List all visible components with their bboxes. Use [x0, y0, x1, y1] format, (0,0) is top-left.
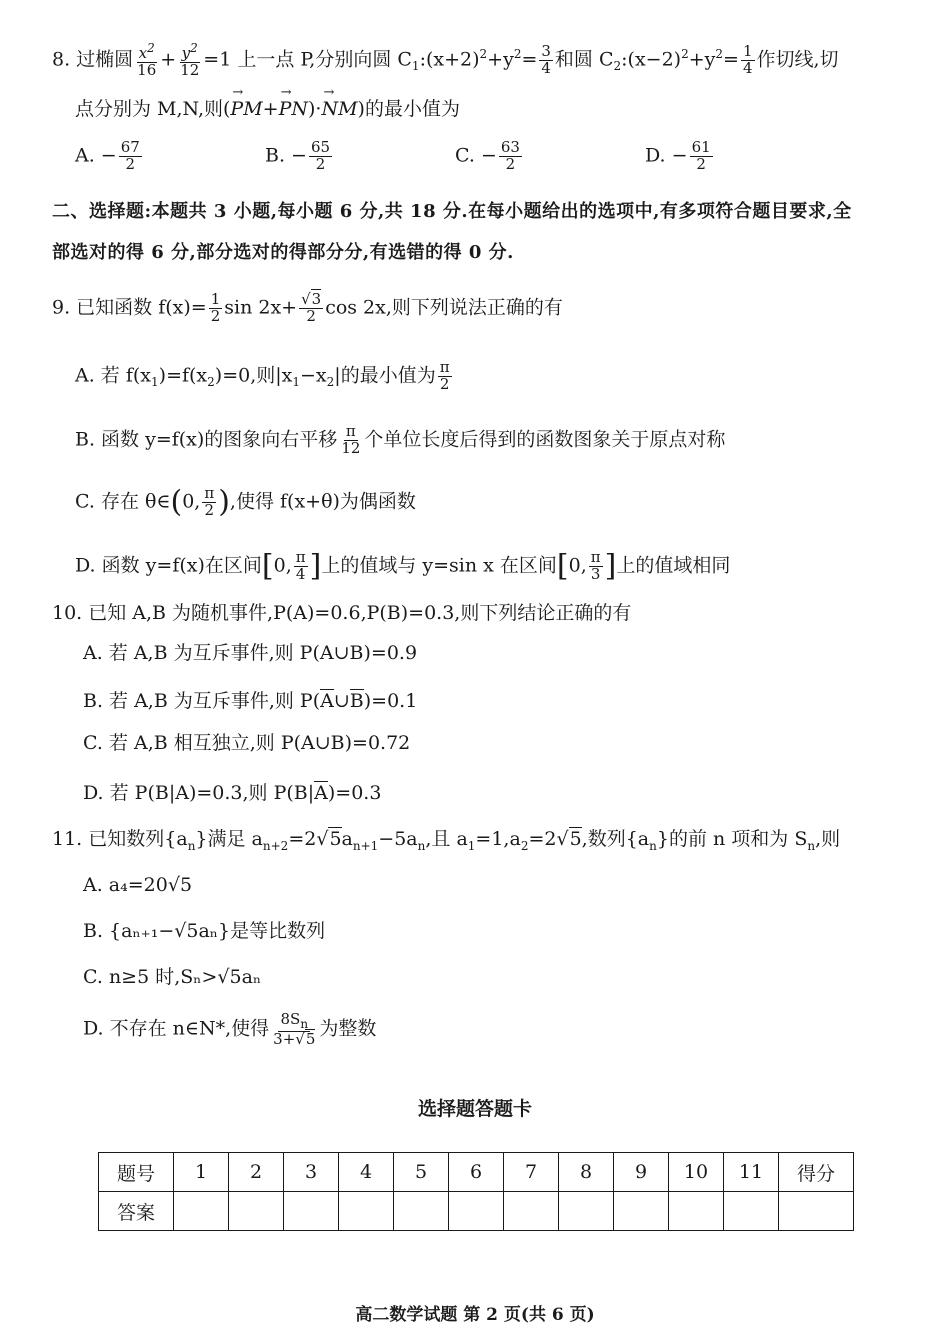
- answer-cell[interactable]: [284, 1192, 339, 1231]
- question-number: 3: [284, 1153, 339, 1192]
- answer-cell[interactable]: [229, 1192, 284, 1231]
- fraction: $\frac{1}{4}$: [742, 42, 753, 77]
- q8-option-a[interactable]: A. − $\frac{67}{2}$: [75, 138, 140, 173]
- q8-text: 点分别为 M,N,则(: [75, 98, 231, 120]
- q8-text: 和圆 C: [554, 48, 614, 71]
- score-label: 得分: [779, 1153, 854, 1192]
- q10-option-d[interactable]: D. 若 P(B|A)=0.3,则 P(B|A)=0.3: [83, 782, 382, 804]
- answer-cell[interactable]: [559, 1192, 614, 1231]
- question-8-options: [75, 140, 835, 173]
- answer-card-answer-row: [99, 1192, 854, 1231]
- q10-option-c[interactable]: C. 若 A,B 相互独立,则 P(A∪B)=0.72: [83, 732, 411, 754]
- fraction: $\frac{x^2}{16}$: [137, 41, 157, 79]
- q9-option-d[interactable]: D. 函数 y=f(x)在区间[0, $\frac{\pi}{4}$ ]上的值域与 y=sin x 在区间[0, $\frac{\pi}{3}$ ]上的值域相同: [75, 548, 731, 584]
- question-number: 2: [229, 1153, 284, 1192]
- q9-option-a[interactable]: A. 若 $f(x_1)=f(x_2)=0$,则$|x_1-x_2|$的最小值为 $\frac{\pi}{2}$: [75, 358, 450, 393]
- header-label: 题号: [99, 1153, 174, 1192]
- q9-option-b[interactable]: B. 函数 y=f(x)的图象向右平移 $\frac{\pi}{12}$ 个单位长度后得到的函数图象关于原点对称: [75, 422, 726, 457]
- question-number: 10: [669, 1153, 724, 1192]
- question-8-line-1: 8. 过椭圆 $\frac{x^2}{16}$ + $\frac{y^2}{12}$ =1 上一点 P,分别向圆 $C_1:(x+2)^2+y^2=$ $\frac{3}{4}$ 和圆 $C_2:(x-2)^2+y^2=$ $\frac{1}{4}$ 作切线,切: [52, 41, 839, 79]
- q10-option-b[interactable]: B. 若 A,B 为互斥事件,则 P(A∪B)=0.1: [83, 690, 418, 712]
- answer-cell[interactable]: [174, 1192, 229, 1231]
- question-10-stem: 10. 已知 A,B 为随机事件,P(A)=0.6,P(B)=0.3,则下列结论正确的有: [52, 602, 632, 624]
- question-9-stem: 9. 已知函数 f(x)= $\frac{1}{2}$ sin 2x+ $\frac{√3}{2}$ cos 2x,则下列说法正确的有: [52, 290, 563, 325]
- question-number: 8: [559, 1153, 614, 1192]
- fraction: $\frac{3}{4}$: [541, 42, 551, 77]
- q8-text: :(x+2): [419, 48, 480, 71]
- fraction: $\frac{y^2}{12}$: [180, 41, 200, 79]
- section-2-instructions-2: 部选对的得 6 分,部分选对的得部分分,有选错的得 0 分.: [52, 242, 514, 263]
- answer-cell[interactable]: [614, 1192, 669, 1231]
- q8-text: :(x−2): [621, 48, 682, 71]
- q11-option-d[interactable]: D. 不存在 n∈N*,使得 $\frac{8S_n}{3+√5}$ 为整数: [83, 1010, 377, 1048]
- answer-cell[interactable]: [394, 1192, 449, 1231]
- q8-text: +y: [688, 48, 716, 71]
- q8-text: 作切线,切: [756, 48, 839, 71]
- q8-text: )的最小值为: [357, 98, 460, 120]
- answer-cell[interactable]: [669, 1192, 724, 1231]
- question-8-line-2: 点分别为 M,N,则(→ PM+→ PN)·→ NM)的最小值为: [75, 100, 460, 119]
- question-11-stem: 11. 已知数列$\{a_n\}$满足 $a_{n+2}=2√5a_{n+1}-5a_n$,且 $a_1=1,a_2=2√5$,数列$\{a_n\}$的前 n 项和为 $S_n$,则: [52, 828, 841, 853]
- question-number: 11: [724, 1153, 779, 1192]
- q11-option-a[interactable]: A. a₄=20√5: [83, 874, 193, 896]
- q8-text: +y: [487, 48, 514, 71]
- question-number: 9: [614, 1153, 669, 1192]
- answer-cell[interactable]: [724, 1192, 779, 1231]
- section-2-instructions-1: 二、选择题:本题共 3 小题,每小题 6 分,共 18 分.在每小题给出的选项中,有多项符合题目要求,全: [52, 201, 852, 222]
- answer-card-header-row: [99, 1153, 854, 1192]
- answer-card-table: [98, 1152, 854, 1231]
- question-number: 7: [504, 1153, 559, 1192]
- question-number: 1: [174, 1153, 229, 1192]
- answer-cell[interactable]: [449, 1192, 504, 1231]
- question-number: 4: [339, 1153, 394, 1192]
- answer-label: 答案: [99, 1192, 174, 1231]
- answer-cell[interactable]: [339, 1192, 394, 1231]
- q8-text: 8. 过椭圆: [52, 48, 134, 71]
- page-footer: 高二数学试题 第 2 页(共 6 页): [355, 1305, 595, 1325]
- q8-option-d[interactable]: D. − $\frac{61}{2}$: [645, 138, 711, 173]
- score-cell[interactable]: [779, 1192, 854, 1231]
- question-number: 6: [449, 1153, 504, 1192]
- question-number: 5: [394, 1153, 449, 1192]
- answer-card-title: 选择题答题卡: [417, 1098, 532, 1120]
- q8-option-c[interactable]: C. − $\frac{63}{2}$: [455, 138, 520, 173]
- q11-option-b[interactable]: B. {aₙ₊₁−√5aₙ}是等比数列: [83, 920, 326, 942]
- q11-option-c[interactable]: C. n≥5 时,Sₙ>√5aₙ: [83, 966, 262, 988]
- q8-option-b[interactable]: B. − $\frac{65}{2}$: [265, 138, 331, 173]
- q10-option-a[interactable]: A. 若 A,B 为互斥事件,则 P(A∪B)=0.9: [83, 642, 418, 664]
- answer-cell[interactable]: [504, 1192, 559, 1231]
- q8-text: =1 上一点 P,分别向圆 C: [203, 48, 412, 71]
- q9-option-c[interactable]: C. 存在 θ∈(0, $\frac{\pi}{2}$ ),使得 f(x+θ)为偶函数: [75, 484, 416, 520]
